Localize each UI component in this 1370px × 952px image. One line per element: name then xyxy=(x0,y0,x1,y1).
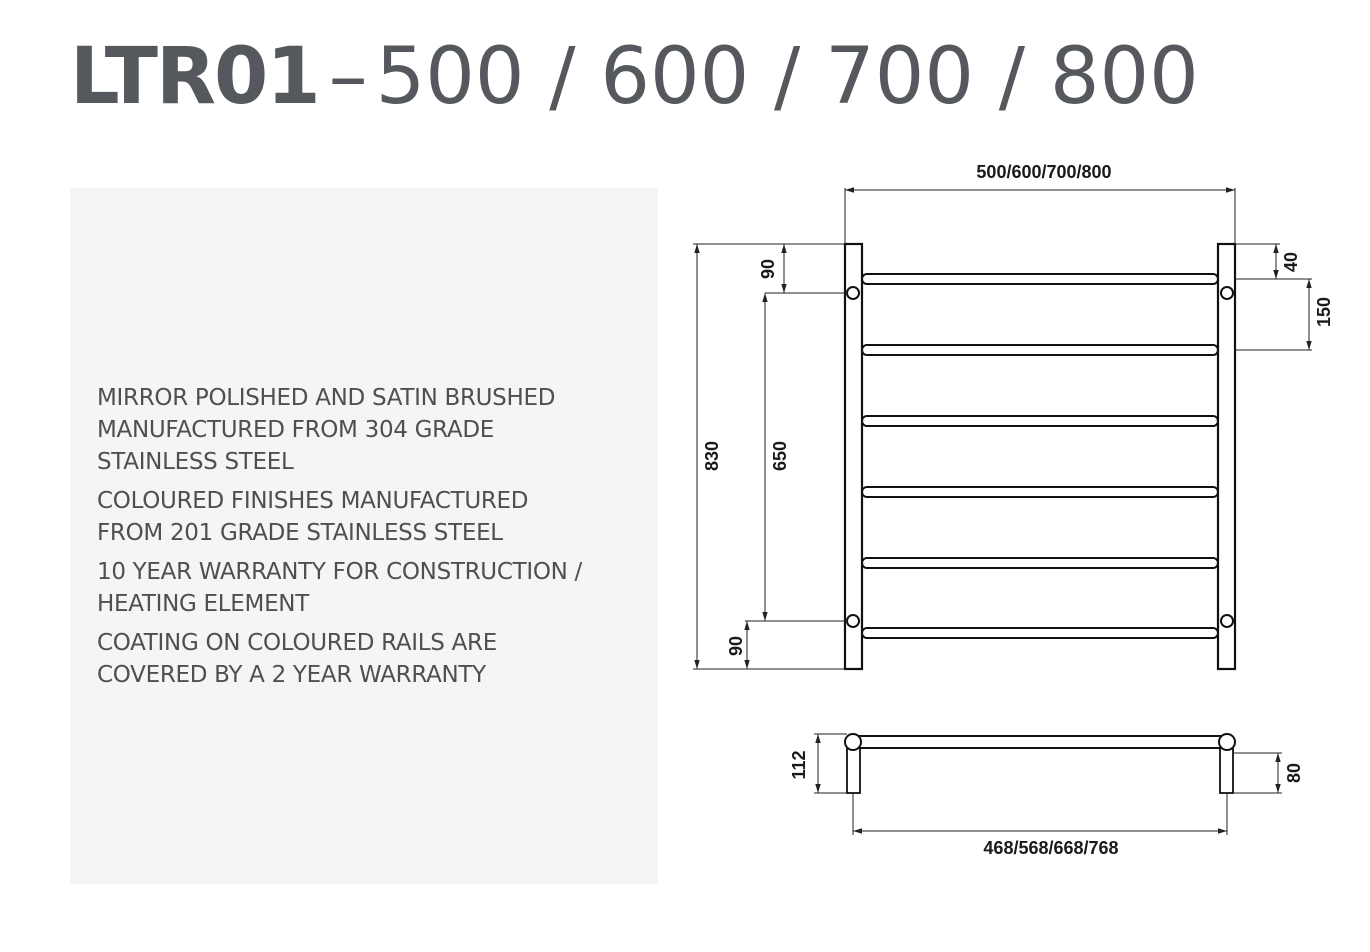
right-bracket-leg xyxy=(1220,748,1233,793)
rail xyxy=(862,558,1218,568)
front-dimensions xyxy=(693,188,1312,669)
top-dimensions xyxy=(814,734,1282,835)
total-height-label: 830 xyxy=(702,440,722,472)
depth-label: 112 xyxy=(789,750,809,780)
spec-line: HEATING ELEMENT xyxy=(97,591,309,617)
left-post xyxy=(845,244,862,669)
model-name: LTR01 xyxy=(70,32,319,122)
left-bracket-leg xyxy=(847,748,860,793)
model-sizes: 500 / 600 / 700 / 800 xyxy=(375,32,1199,122)
bracket-depth-label: 80 xyxy=(1284,762,1304,784)
top-view xyxy=(845,734,1235,793)
spec-line: 10 YEAR WARRANTY FOR CONSTRUCTION / xyxy=(97,559,582,585)
top-rail xyxy=(853,736,1227,748)
spec-line: COATING ON COLOURED RAILS ARE xyxy=(97,630,497,656)
width-label: 500/600/700/800 xyxy=(976,162,1112,182)
spec-line: MANUFACTURED FROM 304 GRADE xyxy=(97,417,494,443)
bracket-circle xyxy=(847,615,859,627)
rail-spacing-label: 150 xyxy=(1314,296,1334,328)
spec-line: FROM 201 GRADE STAINLESS STEEL xyxy=(97,520,503,546)
title-separator: – xyxy=(328,32,368,122)
top-offset-label: 90 xyxy=(758,258,778,280)
bracket-spacing-label: 650 xyxy=(770,440,790,472)
right-post xyxy=(1218,244,1235,669)
spec-line: COLOURED FINISHES MANUFACTURED xyxy=(97,488,529,514)
bracket-circle xyxy=(847,287,859,299)
rails xyxy=(862,274,1218,638)
front-view xyxy=(845,244,1235,669)
rail xyxy=(862,416,1218,426)
right-post-end xyxy=(1219,734,1235,750)
bracket-centres-label: 468/568/668/768 xyxy=(983,838,1119,858)
bottom-offset-label: 90 xyxy=(726,635,746,657)
rail xyxy=(862,487,1218,497)
spec-line: STAINLESS STEEL xyxy=(97,449,294,475)
rail xyxy=(862,628,1218,638)
bracket-circle xyxy=(1221,287,1233,299)
spec-line: MIRROR POLISHED AND SATIN BRUSHED xyxy=(97,385,556,411)
bracket-circle xyxy=(1221,615,1233,627)
left-post-end xyxy=(845,734,861,750)
spec-line: COVERED BY A 2 YEAR WARRANTY xyxy=(97,662,486,688)
rail-top-offset-label: 40 xyxy=(1281,251,1301,273)
rail xyxy=(862,274,1218,284)
rail xyxy=(862,345,1218,355)
